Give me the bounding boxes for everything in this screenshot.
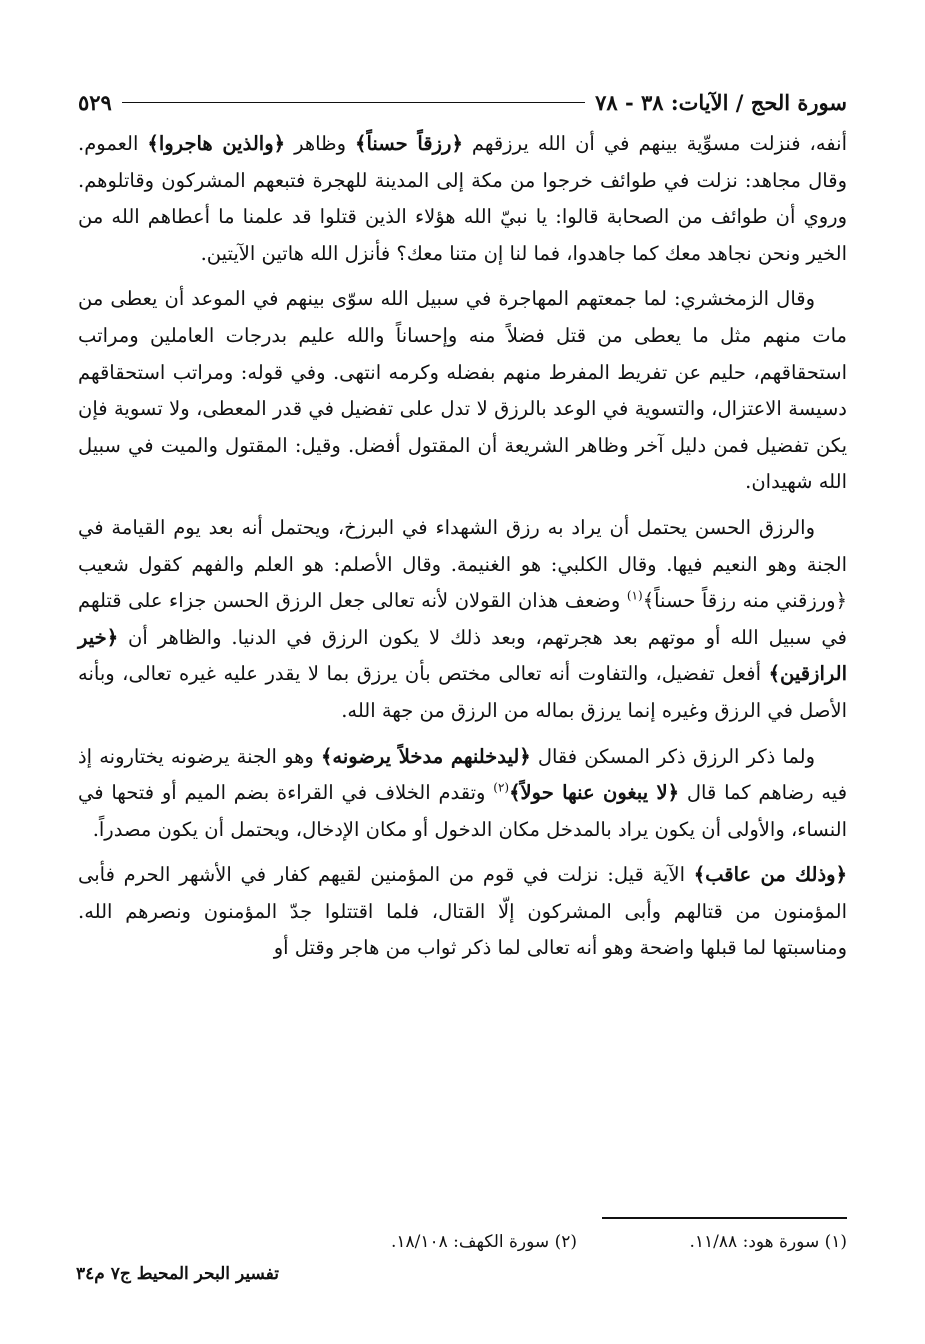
footnote-1: (١) سورة هود: ١١/٨٨.	[689, 1232, 847, 1252]
paragraph	[78, 857, 847, 967]
footnote-marker: (٢)	[493, 780, 510, 795]
quran-quote: ﴿خير الرازقين﴾	[78, 625, 847, 686]
text-run: ولما ذكر الرزق ذكر المسكن فقال	[530, 744, 815, 768]
footnote-2: (٢) سورة الكهف: ١٨/١٠٨.	[390, 1232, 577, 1252]
text-run: أفعل تفضيل، والتفاوت أنه تعالى مختص بأن يرزق بما لا يقدر عليه غيره تعالى، وبأنه الأصل في الرزق وغيره إنما يرزق بماله من الرزق من جهة الله.	[78, 662, 847, 722]
paragraph	[78, 510, 847, 730]
paragraph	[78, 739, 847, 849]
running-title: سورة الحج / الآيات: ٣٨ - ٧٨	[595, 89, 847, 115]
text-run: وقال الزمخشري: لما جمعتهم المهاجرة في سبيل الله سوّى بينهم في الموعد أن يعطى من مات منهم مثل ما يعطى من قتل فضلاً منه وإحساناً والله عليم بدرجات العاملين ومراتب استحقاقهم، حليم عن تفريط المفرط منهم بفضله وكرمه انتهى. وفي قوله: ومراتب استحقاقهم دسيسة الاعتزال، والتسوية في الوعد بالرزق لا تدل على تفضيل في قدر المعطى، ولا تسوية فإن يكن تفضيل فمن دليل آخر وظاهر الشريعة أن المقتول أفضل. وقيل: المقتول والميت في سبيل الله شهيدان.	[78, 287, 847, 494]
header-rule	[122, 102, 585, 103]
page-header	[78, 86, 847, 118]
text-run: وتقدم الخلاف في القراءة بضم الميم أو فتحها في النساء، والأولى أن يكون يراد بالمدخل مكان الدخول أو مكان الإدخال، ويحتمل أن يكون مصدراً.	[78, 781, 847, 841]
print-signature: تفسير البحر المحيط ج٧ م٣٤	[76, 1264, 279, 1284]
paragraph	[78, 281, 847, 501]
text-run: العموم. وقال مجاهد: نزلت في طوائف خرجوا من مكة إلى المدينة للهجرة فتبعهم المشركون وقاتلوهم. وروي أن طوائف من الصحابة قالوا: يا نبيّ الله هؤلاء الذين قتلوا قد علمنا ما أعطاهم الله من الخير ونحن نجاهد معك كما جاهدوا، فما لنا إن متنا معك؟ فأنزل الله هاتين الآيتين.	[78, 132, 847, 265]
text-run: وضعف هذان القولان لأنه تعالى جعل الرزق الحسن جزاء على قتلهم في سبيل الله أو موتهم بعد هجرتهم، وبعد ذلك لا يكون الرزق في الدنيا. والظاهر أن	[78, 589, 847, 649]
footnote-marker: (١)	[626, 588, 643, 603]
quran-quote: ﴿لا يبغون عنها حولاً﴾	[509, 781, 680, 805]
text-run: أنفه، فنزلت مسوِّية بينهم في أن الله يرزقهم	[462, 132, 848, 155]
footnote-rule	[602, 1217, 847, 1219]
quran-quote: ﴿رزقاً حسناً﴾	[355, 132, 463, 155]
page-number: ٥٢٩	[78, 89, 112, 115]
text-run: ﴿ورزقني منه رزقاً حسناً﴾	[642, 589, 848, 613]
footnotes	[78, 1232, 847, 1260]
quran-quote: ﴿وذلك من عاقب﴾	[693, 863, 847, 887]
quran-quote: ﴿والذين هاجروا﴾	[147, 132, 286, 155]
text-run: وهو الجنة يرضونه يختارونه إذ فيه رضاهم كما قال	[78, 744, 848, 805]
body-text	[78, 126, 847, 967]
text-run: الآية قيل: نزلت في قوم من المؤمنين لقيهم كفار في الأشهر الحرم فأبى المؤمنون من قتالهم وأبى المشركون إلّا القتال، فلما اقتتلوا جدّ المؤمنون ونصرهم الله. ومناسبتها لما قبلها واضحة وهو أنه تعالى لما ذكر ثواب من هاجر وقتل أو	[78, 863, 847, 960]
text-run: وظاهر	[285, 132, 356, 155]
quran-quote: ﴿ليدخلنهم مدخلاً يرضونه﴾	[320, 744, 531, 768]
text-run: والرزق الحسن يحتمل أن يراد به رزق الشهداء في البرزخ، ويحتمل أنه بعد يوم القيامة في الجنة وهو النعيم فيها. وقال الكلبي: هو الغنيمة. وقال الأصلم: هو العلم والفهم كقول شعيب	[78, 515, 847, 576]
paragraph	[78, 126, 847, 272]
